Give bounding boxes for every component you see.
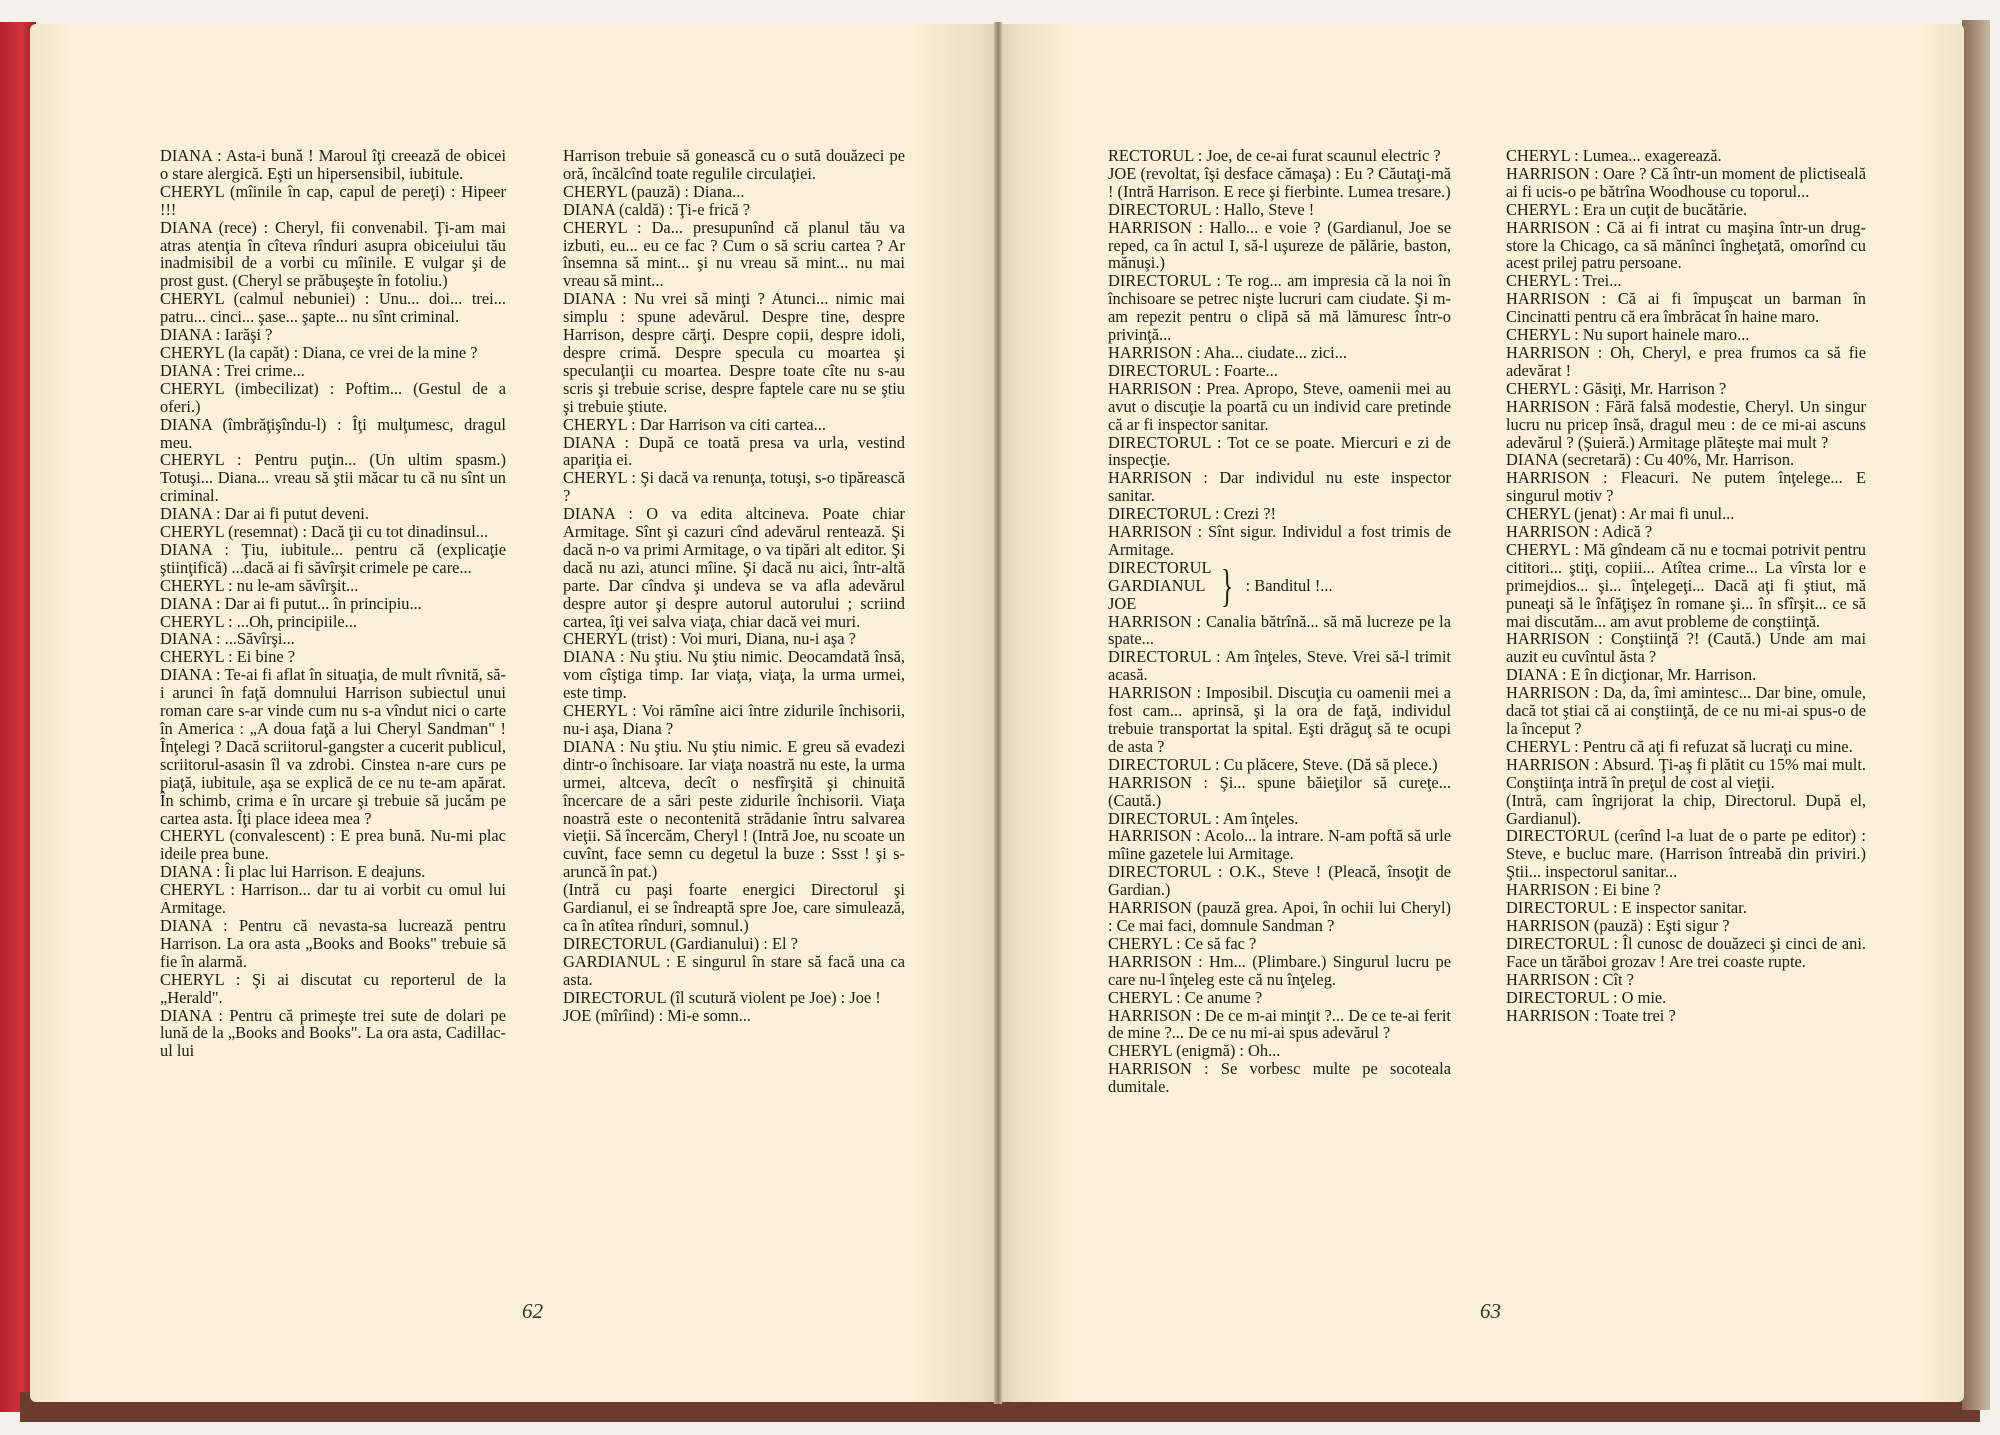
chorus-speaker-name: GARDIANUL [1108, 575, 1206, 595]
curly-brace-icon: } [1220, 559, 1233, 611]
dialogue-paragraph: DIRECTORUL : Îl cunosc de douăzeci şi cinci de ani. Face un tărăboi grozav ! Are trei coaste rupte. [1506, 933, 1866, 971]
dialogue-paragraph: CHERYL (pauză) : Diana... [563, 181, 745, 201]
dialogue-paragraph: (Intră, cam îngrijorat la chip, Directorul. După el, Gardianul). [1506, 790, 1866, 828]
dialogue-paragraph: DIANA : Pentru că primeşte trei sute de dolari pe lună de la „Books and Books". La ora asta, Cadillac-ul lui [160, 1005, 506, 1061]
dialogue-paragraph: DIRECTORUL : Hallo, Steve ! [1108, 199, 1315, 219]
dialogue-paragraph: HARRISON : Da, da, îmi amintesc... Dar bine, omule, dacă tot ştiai că ai conştiinţă, de ce nu mi-ai spus-o de la început ? [1506, 683, 1866, 738]
dialogue-paragraph: DIANA : Trei crime... [160, 360, 305, 380]
dialogue-paragraph: HARRISON : Imposibil. Discuţia cu oamenii mei a fost cam... aprinsă, şi la ora de faţă, individul trebuie transportat la spital. Eşti drăguţ să te ocupi de asta ? [1108, 683, 1451, 756]
dialogue-paragraph: CHERYL (la capăt) : Diana, ce vrei de la mine ? [160, 342, 478, 362]
dialogue-paragraph: HARRISON : Acolo... la intrare. N-am poftă să urle mîine gazetele lui Armitage. [1108, 826, 1451, 864]
dialogue-paragraph: HARRISON (pauză grea. Apoi, în ochii lui Cheryl) : Ce mai faci, domnule Sandman ? [1108, 898, 1451, 935]
dialogue-paragraph: DIANA (secretară) : Cu 40%, Mr. Harrison. [1506, 450, 1795, 470]
dialogue-paragraph: CHERYL (enigmă) : Oh... [1108, 1041, 1281, 1061]
dialogue-paragraph: HARRISON : Sînt sigur. Individul a fost trimis de Armitage. [1108, 522, 1451, 559]
dialogue-paragraph: DIANA : Te-ai fi aflat în situaţia, de mult rîvnită, să-i arunci în faţă domnului Harrison subiectul unui roman care s-ar vinde cum nu s-a vîndut nici o carte în America : „A doua faţă a lui Cheryl Sandman" ! Înţelegi ? Dacă scriitorul-gangster a cucerit publicul, scriitorul-asasin îl va zdrobi. Cinstea n-are curs pe piaţă, iubitule, aşa se explică de ce nu te-am apărat. În schimb, crima e în urcare şi trebuie să jucăm pe cartea asta. Îţi place ideea mea ? [160, 665, 506, 828]
dialogue-paragraph: CHERYL : Nu suport hainele maro... [1506, 325, 1750, 345]
dialogue-paragraph: CHERYL : Dar Harrison va citi cartea... [563, 414, 826, 434]
dialogue-paragraph: DIANA : Nu ştiu. Nu ştiu nimic. Deocamdată însă, vom cîştiga timp. Iar viaţa, viaţa, la urma urmei, este timp. [563, 647, 905, 703]
dialogue-paragraph: HARRISON : Cît ? [1506, 969, 1634, 989]
dialogue-paragraph: DIRECTORUL : E inspector sanitar. [1506, 898, 1747, 918]
dialogue-paragraph: HARRISON : Fără falsă modestie, Cheryl. Un singur lucru nu pricep însă, dragul meu : de ce mi-ai ascuns adevărul ? (Şuieră.) Armitage plăteşte mai mult ? [1506, 396, 1866, 452]
dialogue-paragraph: HARRISON : Dar individul nu este inspector sanitar. [1108, 468, 1451, 506]
book-spine [994, 22, 1002, 1404]
dialogue-paragraph: CHERYL : Harrison... dar tu ai vorbit cu omul lui Armitage. [160, 880, 506, 918]
chorus-speech: : Banditul !... [1245, 575, 1333, 595]
page-number-left: 62 [522, 1299, 543, 1323]
dialogue-paragraph: HARRISON : Hm... (Plimbare.) Singurul lucru pe care nu-l înţeleg este că nu înţeleg. [1108, 951, 1451, 989]
dialogue-paragraph: DIRECTORUL : Crezi ?! [1108, 504, 1276, 524]
left-page-column-1 [160, 147, 506, 1060]
dialogue-paragraph: DIRECTORUL : O mie. [1506, 987, 1667, 1007]
dialogue-paragraph: DIANA (caldă) : Ţi-e frică ? [563, 199, 751, 219]
dialogue-paragraph: CHERYL (calmul nebuniei) : Unu... doi... trei... patru... cinci... şase... şapte... nu sînt criminal. [160, 289, 506, 327]
dialogue-paragraph: HARRISON : Că ai fi intrat cu maşina într-un drug-store la Chicago, ca să mănînci îngheţată, omorînd cu acest prilej patru persoane. [1506, 217, 1866, 273]
dialogue-paragraph: CHERYL : Era un cuţit de bucătărie. [1506, 199, 1748, 219]
right-page-column-1 [1108, 147, 1451, 1096]
dialogue-paragraph: CHERYL : Pentru că aţi fi refuzat să lucraţi cu mine. [1506, 736, 1853, 756]
dialogue-paragraph: DIRECTORUL : Am înţeles. [1108, 808, 1299, 828]
dialogue-paragraph: CHERYL : Şi ai discutat cu reporterul de la „Herald". [160, 969, 506, 1007]
dialogue-paragraph: CHERYL : Lumea... exagerează. [1506, 146, 1722, 165]
dialogue-paragraph: Harrison trebuie să gonească cu o sută douăzeci pe oră, încălcînd toate regulile circulaţiei. [563, 146, 905, 183]
dialogue-paragraph: HARRISON : Şi... spune băieţilor să cureţe... (Caută.) [1108, 772, 1451, 810]
dialogue-paragraph: CHERYL (trist) : Voi muri, Diana, nu-i aşa ? [563, 629, 856, 649]
dialogue-paragraph: CHERYL (convalescent) : E prea bună. Nu-mi plac ideile prea bune. [160, 826, 506, 864]
dialogue-paragraph: DIANA : ...Săvîrşi... [160, 629, 295, 649]
dialogue-paragraph: CHERYL : Voi rămîne aici între zidurile închisorii, nu-i aşa, Diana ? [563, 701, 905, 738]
dialogue-paragraph: RECTORUL : Joe, de ce-ai furat scaunul electric ? [1108, 146, 1441, 165]
dialogue-paragraph: HARRISON : Hallo... e voie ? (Gardianul, Joe se reped, ca în actul I, să-l uşureze de pălărie, baston, mănuşi.) [1108, 217, 1451, 273]
dialogue-paragraph: DIANA (rece) : Cheryl, fii convenabil. Ţi-am mai atras atenţia în cîteva rînduri asupra obiceiului tău inadmisibil de a vorbi cu mîinile. E vulgar şi de prost gust. (Cheryl se prăbuşeşte în fotoliu.) [160, 217, 506, 291]
dialogue-paragraph: DIRECTORUL : Am înţeles, Steve. Vrei să-l trimit acasă. [1108, 647, 1451, 685]
dialogue-paragraph: DIANA : Nu vrei să minţi ? Atunci... nimic mai simplu : spune adevărul. Despre tine, despre Harrison, despre cărţi. Despre copii, despre idoli, despre crimă. Despre specula cu moartea şi speculanţii cu moartea. Despre toate cîte nu s-au scris şi trebuie scrise, despre faptele care nu se ştiu şi trebuie ştiute. [563, 289, 905, 416]
dialogue-paragraph: JOE (revoltat, îşi desface cămaşa) : Eu ? Căutaţi-mă ! (Intră Harrison. E rece şi fierbinte. Lumea tresare.) [1108, 163, 1451, 201]
dialogue-paragraph: DIANA : Dar ai fi putut deveni. [160, 504, 369, 524]
dialogue-paragraph: CHERYL (imbecilizat) : Poftim... (Gestul de a oferi.) [160, 378, 506, 416]
dialogue-paragraph: DIANA : Ţiu, iubitule... pentru că (explicaţie ştiinţifică) ...dacă ai fi săvîrşit crimele pe care... [160, 539, 506, 577]
dialogue-paragraph: DIRECTORUL : O.K., Steve ! (Pleacă, însoţit de Gardian.) [1108, 862, 1451, 900]
dialogue-paragraph: DIANA : După ce toată presa va urla, vestind apariţia ei. [563, 432, 905, 470]
dialogue-paragraph: DIRECTORUL : Foarte... [1108, 360, 1278, 380]
dialogue-paragraph: HARRISON : Că ai fi împuşcat un barman în Cincinatti pentru că era îmbrăcat în haine maro. [1506, 289, 1866, 327]
dialogue-paragraph: CHERYL : ...Oh, principiile... [160, 611, 357, 631]
dialogue-paragraph: CHERYL : Şi dacă va renunţa, totuşi, s-o tipărească ? [563, 468, 905, 506]
dialogue-paragraph: DIANA : Nu ştiu. Nu ştiu nimic. E greu să evadezi dintr-o închisoare. Iar viaţa noastră nu este, la urma urmei, altceva, decît o nesfîrşită şi chinuită încercare de a sări peste zidurile închisorii. Viaţa noastră este o necontenită strădanie întru salvarea vieţii. Să încercăm, Cheryl ! (Intră Joe, nu scoate un cuvînt, face semn cu degetul la buze : Ssst ! şi s-aruncă în pat.) [563, 736, 905, 882]
dialogue-paragraph: CHERYL : Pentru puţin... (Un ultim spasm.) Totuşi... Diana... vreau să ştii măcar tu că nu sînt un criminal. [160, 450, 506, 506]
dialogue-paragraph: CHERYL (jenat) : Ar mai fi unul... [1506, 504, 1735, 524]
dialogue-paragraph: JOE (mîrîind) : Mi-e somn... [563, 1005, 752, 1025]
dialogue-paragraph: DIANA : Îi plac lui Harrison. E deajuns. [160, 862, 426, 882]
dialogue-paragraph: CHERYL (mîinile în cap, capul de pereţi) : Hipeer !!! [160, 181, 506, 219]
dialogue-paragraph: CHERYL : Ei bine ? [160, 647, 296, 667]
dialogue-paragraph: HARRISON : Se vorbesc multe pe socoteala dumitale. [1108, 1059, 1451, 1097]
dialogue-paragraph: HARRISON : Conştiinţă ?! (Caută.) Unde am mai auzit eu cuvîntul ăsta ? [1506, 629, 1866, 667]
dialogue-paragraph: HARRISON : Absurd. Ţi-aş fi plătit cu 15% mai mult. Conştiinţa intră în preţul de cost al vieţii. [1506, 754, 1866, 792]
left-page-column-2 [563, 147, 905, 1024]
dialogue-paragraph: CHERYL : Ce să fac ? [1108, 933, 1257, 953]
dialogue-paragraph: CHERYL : nu le-am săvîrşit... [160, 575, 359, 595]
dialogue-paragraph: HARRISON : Ei bine ? [1506, 880, 1661, 900]
dialogue-paragraph: DIRECTORUL : Cu plăcere, Steve. (Dă să plece.) [1108, 754, 1438, 774]
dialogue-paragraph: CHERYL : Trei... [1506, 271, 1622, 291]
dialogue-paragraph: DIRECTORUL : Tot ce se poate. Miercuri e zi de inspecţie. [1108, 432, 1451, 470]
dialogue-paragraph: HARRISON : Adică ? [1506, 522, 1653, 542]
dialogue-paragraph: DIANA : Pentru că nevasta-sa lucrează pentru Harrison. La ora asta „Books and Books" trebuie să fie în alarmă. [160, 915, 506, 971]
dialogue-paragraph: DIANA (îmbrăţişîndu-l) : Îţi mulţumesc, dragul meu. [160, 414, 506, 452]
dialogue-paragraph: HARRISON : Aha... ciudate... zici... [1108, 342, 1347, 362]
dialogue-paragraph: CHERYL : Da... presupunînd că planul tău va izbuti, eu... eu ce fac ? Cum o să scriu cartea ? Ar însemna să mint... şi nu vreau să mint... nu mai vreau să mint... [563, 217, 905, 291]
dialogue-paragraph: DIANA : E în dicţionar, Mr. Harrison. [1506, 665, 1757, 685]
dialogue-paragraph: DIANA : Iarăşi ? [160, 325, 273, 345]
dialogue-paragraph: DIANA : O va edita altcineva. Poate chiar Armitage. Sînt şi cazuri cînd adevărul rentează. Şi dacă n-o va primi Armitage, o va tipări alt editor. Şi dacă nu azi, atunci mîine. Şi dacă nu aici, într-altă parte. Dar cîndva şi undeva se va afla adevărul despre autor şi despre autorul autorului ; scriind cartea, îţi vei salva viaţa, chiar dacă vei muri. [563, 504, 905, 631]
dialogue-paragraph: DIANA : Dar ai fi putut... în principiu... [160, 593, 422, 613]
dialogue-paragraph: HARRISON (pauză) : Eşti sigur ? [1506, 915, 1730, 935]
dialogue-paragraph: DIRECTORUL (Gardianului) : El ? [563, 933, 798, 953]
dialogue-paragraph: DIRECTORUL (îl scutură violent pe Joe) : Joe ! [563, 987, 881, 1007]
dialogue-paragraph: GARDIANUL : E singurul în stare să facă una ca asta. [563, 951, 905, 989]
dialogue-paragraph: HARRISON : Canalia bătrînă... să mă lucreze pe la spate... [1108, 611, 1451, 649]
dialogue-paragraph: HARRISON : Toate trei ? [1506, 1005, 1676, 1025]
chorus-speaker-name: DIRECTORUL [1108, 557, 1212, 577]
dialogue-paragraph: DIRECTORUL (cerînd l-a luat de o parte pe editor) : Steve, e bucluc mare. (Harrison întreabă din priviri.) Ştii... inspectorul sanitar... [1506, 826, 1866, 882]
dialogue-paragraph: HARRISON : Oare ? Că într-un moment de plictiseală ai fi ucis-o pe bătrîna Woodhouse cu toporul... [1506, 163, 1866, 201]
page-number-right: 63 [1480, 1299, 1501, 1323]
chorus-speaker-name: JOE [1108, 593, 1137, 613]
dialogue-paragraph: HARRISON : Prea. Apropo, Steve, oamenii mei au avut o discuţie la poartă cu un individ care pretinde că ar fi inspector sanitar. [1108, 378, 1451, 434]
dialogue-paragraph: DIANA : Asta-i bună ! Maroul îţi creează de obicei o stare alergică. Eşti un hipersensibil, iubitule. [160, 146, 506, 183]
book-cover-right-edge [1962, 20, 1990, 1410]
dialogue-paragraph: DIRECTORUL : Te rog... am impresia că la noi în închisoare se petrec nişte lucruri cam ciudate. Şi m-am repezit pentru o clipă să mă lămuresc într-o privinţă... [1108, 271, 1451, 345]
dialogue-paragraph: (Intră cu paşi foarte energici Directorul şi Gardianul, ei se îndreaptă spre Joe, care simulează, ca în atîtea rînduri, somnul.) [563, 880, 905, 935]
dialogue-paragraph: HARRISON : De ce m-ai minţit ?... De ce te-ai ferit de mine ?... De ce nu mi-ai spus adevărul ? [1108, 1005, 1451, 1043]
dialogue-paragraph: CHERYL : Mă gîndeam că nu e tocmai potrivit pentru cititori... ştiţi, copiii... Atîtea crime... La vîrsta lor e primejdios... şi... înţelegeţi... Dacă aţi fi ştiut, mă puneaţi să le înfăţişez în romane şi... în sfîrşit... ce să mai discutăm... am avut probleme de conştiinţă. [1506, 539, 1866, 631]
dialogue-paragraph: HARRISON : Oh, Cheryl, e prea frumos ca să fie adevărat ! [1506, 342, 1866, 380]
chorus-line [1108, 559, 1451, 613]
dialogue-paragraph: CHERYL : Găsiţi, Mr. Harrison ? [1506, 378, 1727, 398]
dialogue-paragraph: HARRISON : Fleacuri. Ne putem înţelege... E singurul motiv ? [1506, 468, 1866, 506]
right-page-column-2 [1506, 147, 1866, 1024]
dialogue-paragraph: CHERYL : Ce anume ? [1108, 987, 1263, 1007]
dialogue-paragraph: CHERYL (resemnat) : Dacă ţii cu tot dinadinsul... [160, 522, 489, 542]
